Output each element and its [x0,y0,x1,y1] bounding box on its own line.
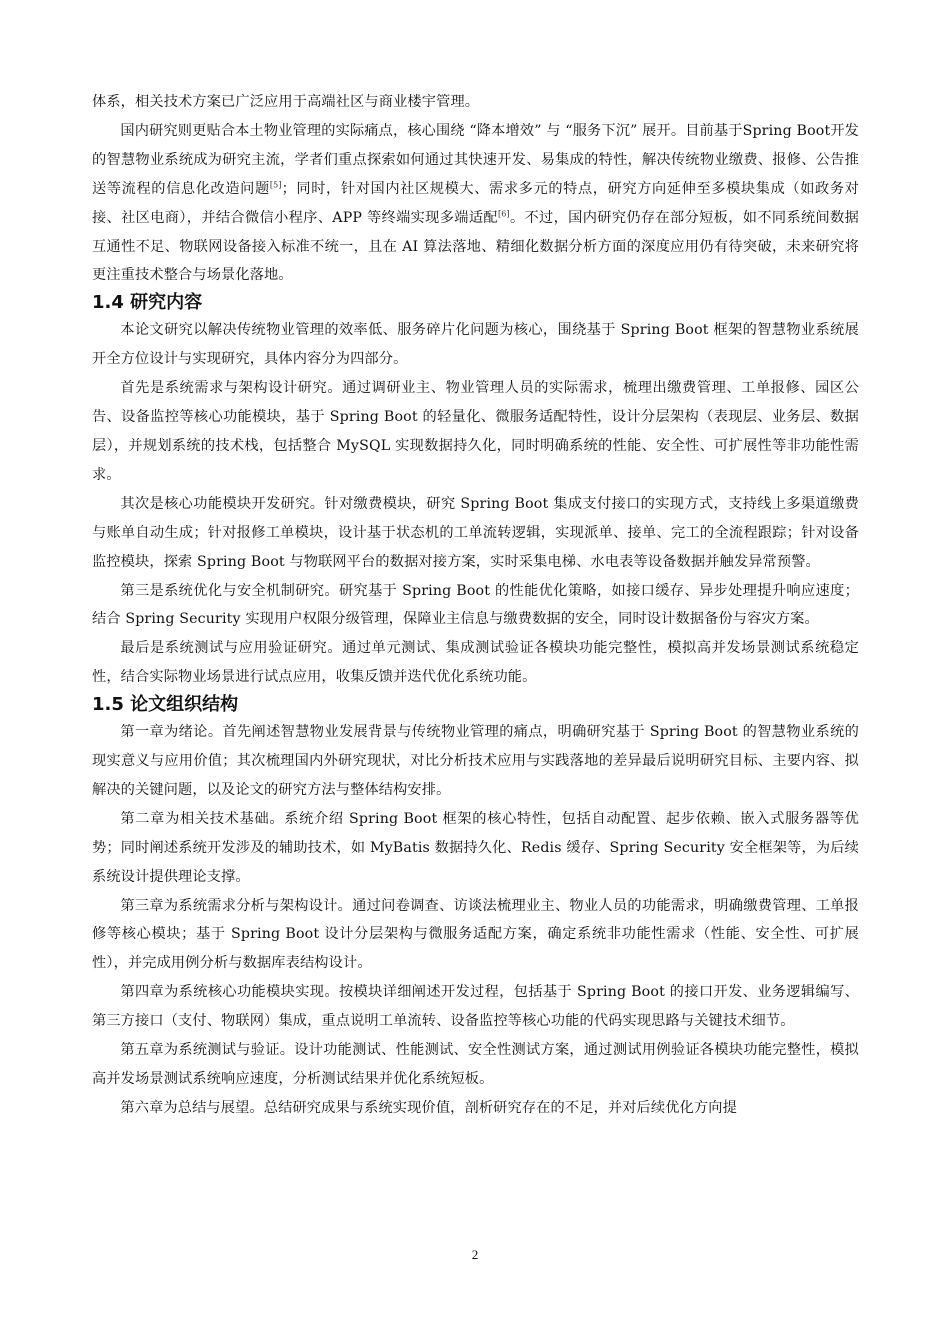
paragraph: 第五章为系统测试与验证。设计功能测试、性能测试、安全性测试方案，通过测试用例验证各模块功能完整性，模拟高并发场景测试系统响应速度，分析测试结果并优化系统短板。 [92,1042,859,1087]
paragraph: 第三是系统优化与安全机制研究。研究基于 Spring Boot 的性能优化策略，如接口缓存、异步处理提升响应速度；结合 Spring Security 实现用户权限分级管理，保障业主信息与缴费数据的安全，同时设计数据备份与容灾方案。 [92,582,859,628]
paragraph-text: ；同时，针对国内社区规模大、需求多元的特点，研究方向延伸至多模块集成（如政务对接、社区电商），并结合微信小程序、APP 等终端实现多端适配 [92,180,859,226]
paragraph: 第一章为绪论。首先阐述智慧物业发展背景与传统物业管理的痛点，明确研究基于 Spring Boot 的智慧物业系统的现实意义与应用价值；其次梳理国内外研究现状，对比分析技术应用与实践落地的差异最后说明研究目标、主要内容、拟解决的关键问题，以及论文的研究方法与整体结构安排。 [92,724,859,798]
section-heading-1-4: 1.4 研究内容 [92,292,203,314]
citation-ref: [5] [269,179,282,189]
paragraph: 第三章为系统需求分析与架构设计。通过问卷调查、访谈法梳理业主、物业人员的功能需求，明确缴费管理、工单报修等核心模块；基于 Spring Boot 设计分层架构与微服务适配方案，确定系统非功能性需求（性能、安全性、可扩展性），并完成用例分析与数据库表结构设计。 [92,897,859,972]
citation-ref: [6] [497,208,510,218]
paragraph: 体系，相关技术方案已广泛应用于高端社区与商业楼宇管理。 [92,94,480,110]
paragraph: 最后是系统测试与应用验证研究。通过单元测试、集成测试验证各模块功能完整性，模拟高并发场景测试系统稳定性，结合实际物业场景进行试点应用，收集反馈并迭代优化系统功能。 [92,640,859,686]
paragraph: 本论文研究以解决传统物业管理的效率低、服务碎片化问题为核心，围绕基于 Spring Boot 框架的智慧物业系统展开全方位设计与实现研究，具体内容分为四部分。 [92,322,859,368]
paragraph-text: 国内研究则更贴合本土物业管理的实际痛点，核心围绕 “降本增效” 与 “服务下沉” 展开。目前基于Spring Boot开发的智慧物业系统成为研究主流，学者们重点探索如何通过其快速开发、易集成的特性，解决传统物业缴费、报修、公告推送等流程的信息化改造问题 [92,122,859,197]
paragraph [92,117,859,290]
page-body [92,88,859,1123]
page-number: 2 [471,1247,479,1262]
paragraph: 其次是核心功能模块开发研究。针对缴费模块，研究 Spring Boot 集成支付接口的实现方式，支持线上多渠道缴费与账单自动生成；针对报修工单模块，设计基于状态机的工单流转逻辑，实现派单、接单、完工的全流程跟踪；针对设备监控模块，探索 Spring Boot 与物联网平台的数据对接方案，实时采集电梯、水电表等设备数据并触发异常预警。 [92,495,859,570]
section-heading-1-5: 1.5 论文组织结构 [92,694,239,716]
paragraph: 第六章为总结与展望。总结研究成果与系统实现价值，剖析研究存在的不足，并对后续优化方向提 [120,1099,737,1116]
paragraph: 首先是系统需求与架构设计研究。通过调研业主、物业管理人员的实际需求，梳理出缴费管理、工单报修、园区公告、设备监控等核心功能模块，基于 Spring Boot 的轻量化、微服务适配特性，设计分层架构（表现层、业务层、数据层），并规划系统的技术栈，包括整合 MySQL 实现数据持久化，同时明确系统的性能、安全性、可扩展性等非功能性需求。 [92,380,859,483]
paragraph-text: 。不过，国内研究仍存在部分短板，如不同系统间数据互通性不足、物联网设备接入标准不统一，且在 AI 算法落地、精细化数据分析方面的深度应用仍有待突破，未来研究将更注重技术整合与场景化落地。 [92,209,859,284]
paragraph: 第四章为系统核心功能模块实现。按模块详细阐述开发过程，包括基于 Spring Boot 的接口开发、业务逻辑编写、第三方接口（支付、物联网）集成，重点说明工单流转、设备监控等核心功能的代码实现思路与关键技术细节。 [92,984,859,1030]
paragraph: 第二章为相关技术基础。系统介绍 Spring Boot 框架的核心特性，包括自动配置、起步依赖、嵌入式服务器等优势；同时阐述系统开发涉及的辅助技术，如 MyBatis 数据持久化、Redis 缓存、Spring Security 安全框架等，为后续系统设计提供理论支撑。 [92,810,859,885]
